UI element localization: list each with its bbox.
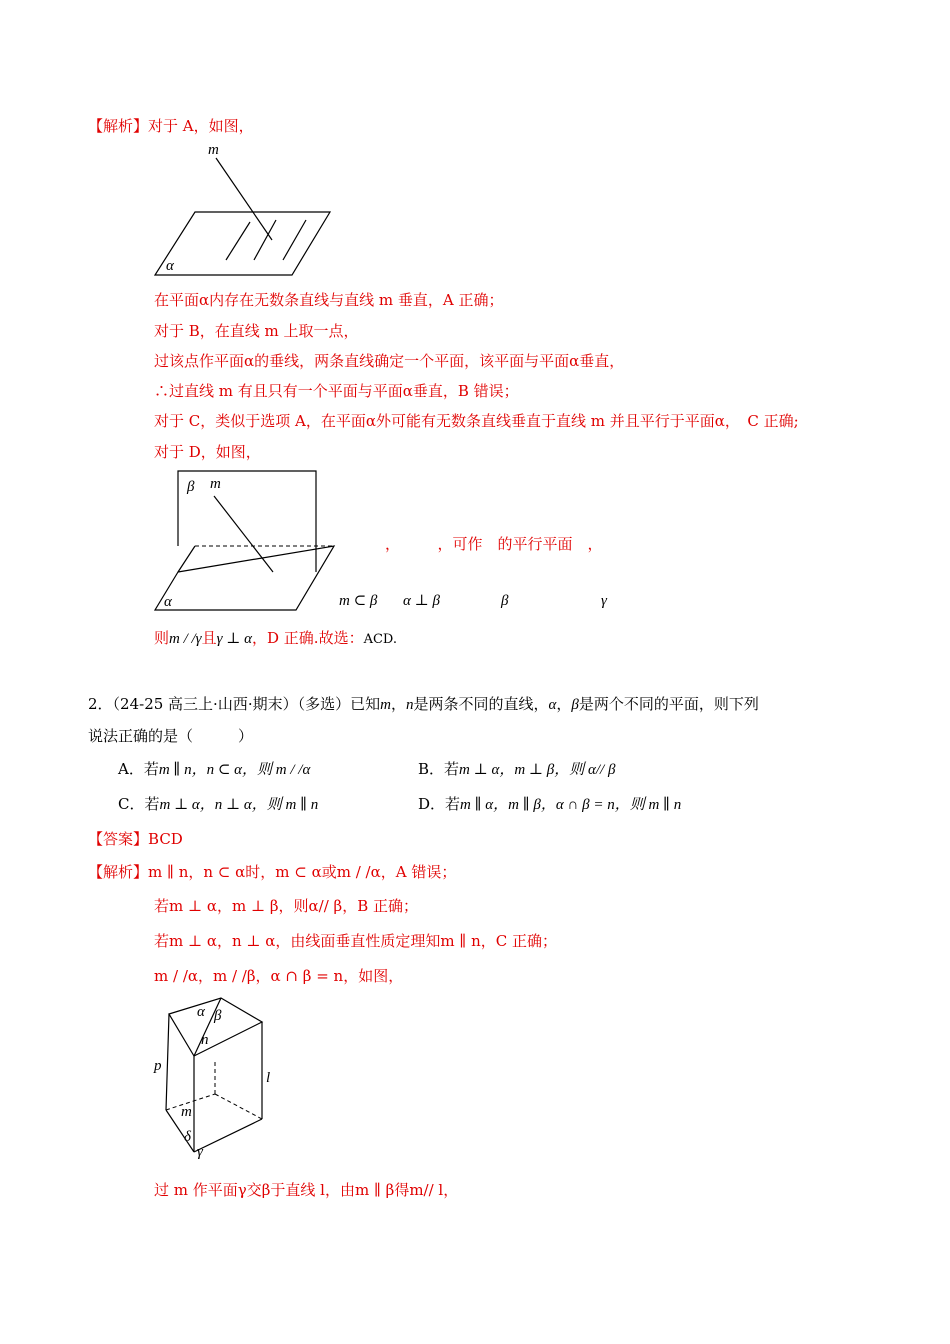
edge-bottom-front [194,1119,262,1152]
plane-alpha-left-top [178,546,195,572]
q1-d-conclusion [154,628,397,650]
label-m: m [210,476,221,492]
label-gamma: γ [197,1144,203,1160]
q2-option-c-label: C．若 [118,795,160,813]
q1-a-intro: 对于 A，如图， [148,117,254,135]
figure-prism [150,990,290,1170]
edge-hidden-bottom-2 [215,1094,262,1119]
q1-d-math-alpha-perp-beta: α ⊥ β [403,593,440,609]
q2-number: 2． [88,695,113,713]
q2-stem-3: 是两个不同的平面，则下列 [578,695,759,713]
q2-option-c-math: m ⊥ α，n ⊥ α，则 m ∥ n [159,797,319,813]
q2-sol-c: 若m ⊥ α，n ⊥ α，由线面垂直性质定理知m ∥ n，C 正确； [154,932,558,950]
q2-sol-a: m ∥ n，n ⊂ α时，m ⊂ α或m / /α，A 错误； [148,863,457,881]
label-n: n [201,1032,209,1048]
label-l: l [266,1070,271,1086]
label-delta: δ [184,1129,191,1145]
q1-c-line: 对于 C，类似于选项 A，在平面α外可能有无数条直线垂直于直线 m 并且平行于平面α， C 正确; [154,412,799,430]
q1-d-math-gamma: γ [601,593,607,609]
q1-b-line1: 对于 B，在直线 m 上取一点， [154,322,359,340]
q2-stem-beta: β [571,697,579,713]
q1-d-conclusion-math1: m / /γ [169,631,202,647]
label-beta: β [187,479,195,495]
q2-option-a-label: A．若 [118,760,159,778]
q2-analysis-line1 [88,862,456,882]
q2-stem-1: 已知 [350,695,381,713]
q1-d-math-m-in-beta: m ⊂ β [339,593,378,609]
q1-analysis-tag: 【解析】 [88,117,149,135]
q2-stem-line2: 说法正确的是（ ） [88,727,254,745]
label-p: p [154,1058,162,1074]
prism-top-face [169,998,262,1056]
q2-option-a [118,759,310,780]
label-m: m [181,1104,192,1120]
q2-option-c [118,794,318,815]
q2-option-d-label: D．若 [418,795,461,813]
edge-p [166,1014,169,1110]
q1-d-math-beta: β [501,593,509,609]
q1-d-side-text: ， ，可作 的平行平面 ， [385,535,603,553]
q2-source: （24-25 高三上·山西·期末）（多选） [112,695,351,713]
line-m [216,158,272,240]
plane-hatch-1 [226,222,250,260]
label-alpha: α [197,1004,205,1020]
label-beta: β [214,1008,222,1024]
plane-alpha-parallelogram [155,546,334,610]
q2-option-a-math: m ∥ n，n ⊂ α，则 m / /α [158,762,311,778]
q2-stem-n: n [405,697,414,713]
q1-d-conclusion-pre: 则 [154,629,170,647]
q2-stem-alpha: α [548,697,557,713]
figure-d-planes [150,466,340,616]
q2-answer-tag: 【答案】 [88,830,149,848]
q2-stem-line1 [88,694,759,715]
q1-d-intro: 对于 D，如图， [154,443,261,461]
plane-alpha-parallelogram [155,212,330,275]
q2-option-b-math: m ⊥ α，m ⊥ β，则 α// β [459,762,616,778]
q2-option-b [418,759,615,780]
label-alpha: α [166,258,174,274]
plane-hatch-3 [283,220,306,260]
q2-option-d-math: m ∥ α，m ∥ β，α ∩ β = n，则 m ∥ n [460,797,682,813]
q2-option-d [418,794,681,815]
q2-stem-comma: ， [390,695,406,713]
q1-a-conclusion: 在平面α内存在无数条直线与直线 m 垂直，A 正确； [154,291,504,309]
plane-beta-outline [178,471,316,572]
q2-analysis-tag: 【解析】 [88,863,149,881]
q1-analysis-intro [88,116,254,136]
q1-d-conclusion-post: ，D 正确.故选： [252,629,364,647]
q1-d-conclusion-math2: γ ⊥ α [216,631,252,647]
q2-answer [88,829,183,849]
q1-d-conclusion-mid: 且 [201,629,217,647]
q2-stem-comma2: ， [556,695,572,713]
label-m: m [208,142,219,158]
q1-b-line3: ∴过直线 m 有且只有一个平面与平面α垂直，B 错误； [154,382,519,400]
q2-answer-value: BCD [148,830,183,848]
q1-d-answer: ACD. [363,632,398,647]
figure-a-plane-line [150,140,350,280]
q2-sol-b: 若m ⊥ α，m ⊥ β，则α// β，B 正确； [154,897,419,915]
q2-sol-d-cont: 过 m 作平面γ交β于直线 l，由m ∥ β得m// l， [154,1181,459,1199]
q2-sol-d-intro: m / /α，m / /β，α ∩ β = n，如图， [154,967,404,985]
label-alpha: α [164,594,172,610]
q1-b-line2: 过该点作平面α的垂线，两条直线确定一个平面，该平面与平面α垂直， [154,352,625,370]
plane-hatch-2 [254,220,276,260]
q2-stem-2: 是两条不同的直线， [413,695,549,713]
q2-stem-m: m [380,697,391,713]
q2-option-b-label: B．若 [418,760,460,778]
